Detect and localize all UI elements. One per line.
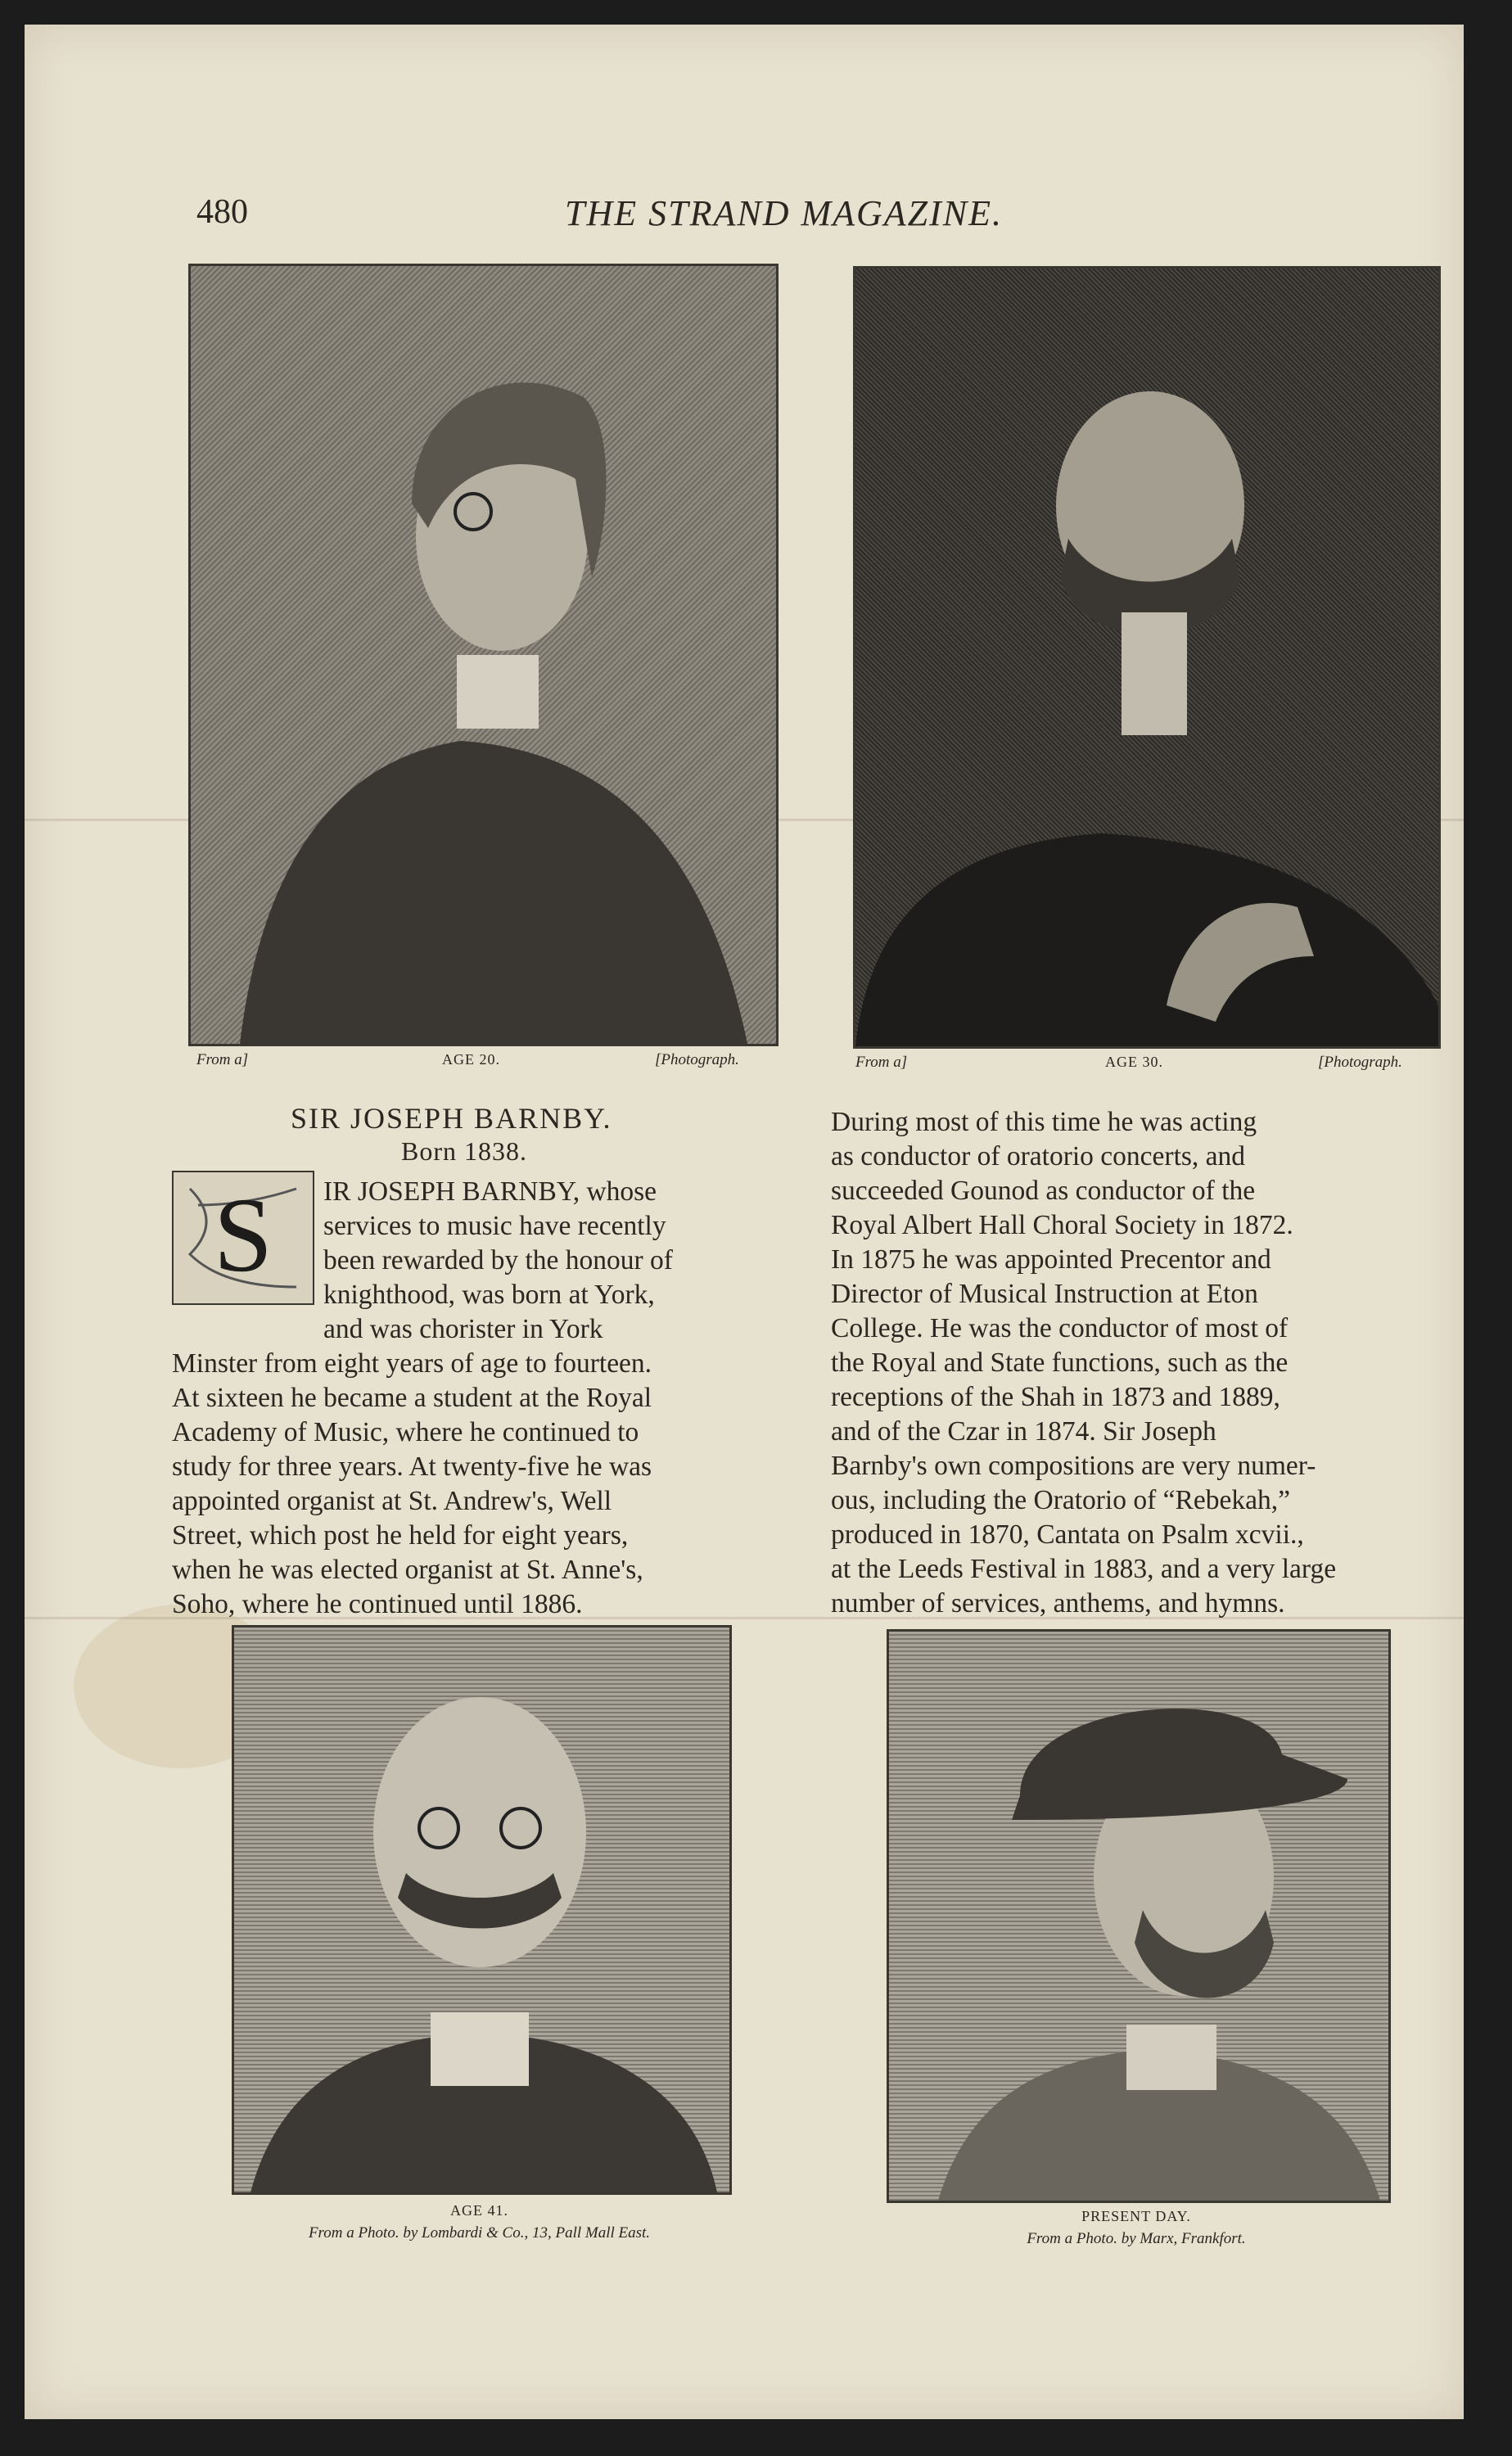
text-line: At sixteen he became a student at the Royal	[172, 1383, 652, 1413]
text-line: at the Leeds Festival in 1883, and a very large	[831, 1554, 1337, 1584]
caption-age: AGE 41.	[450, 2202, 508, 2219]
portrait-present-day	[887, 1629, 1391, 2203]
text-line: Director of Musical Instruction at Eton	[831, 1279, 1258, 1309]
caption-age-30	[855, 1054, 1433, 1075]
portrait-age-20	[188, 264, 779, 1046]
svg-text:S: S	[213, 1176, 273, 1294]
caption-age-41	[232, 2199, 727, 2245]
text-line: Academy of Music, where he continued to	[172, 1417, 639, 1447]
right-column	[831, 1105, 1453, 1621]
text-line: services to music have recently	[323, 1211, 666, 1241]
text-line: IR JOSEPH BARNBY, whose	[323, 1176, 657, 1207]
page-number: 480	[196, 193, 248, 231]
article-title: SIR JOSEPH BARNBY.	[291, 1102, 612, 1135]
text-line: produced in 1870, Cantata on Psalm xcvii.,	[831, 1519, 1304, 1550]
text-line: succeeded Gounod as conductor of the	[831, 1176, 1256, 1206]
caption-source-right: [Photograph.	[1318, 1054, 1402, 1071]
text-line: and was chorister in York	[323, 1314, 603, 1344]
text-line: In 1875 he was appointed Precentor and	[831, 1244, 1271, 1275]
text-line: During most of this time he was acting	[831, 1107, 1257, 1137]
text-line: and of the Czar in 1874. Sir Joseph	[831, 1416, 1216, 1447]
text-line: College. He was the conductor of most of	[831, 1313, 1289, 1343]
text-line: Minster from eight years of age to fourteen.	[172, 1348, 652, 1379]
caption-age: PRESENT DAY.	[1081, 2208, 1191, 2224]
text-line: Street, which post he held for eight years,	[172, 1520, 629, 1551]
text-line: Soho, where he continued until 1886.	[172, 1589, 583, 1619]
page-header	[196, 192, 1113, 250]
left-column-body	[172, 1347, 794, 1622]
text-line: when he was elected organist at St. Anne's,	[172, 1555, 643, 1585]
portrait-age-30	[853, 266, 1441, 1049]
portrait-engraving	[855, 269, 1438, 1046]
portrait-engraving	[191, 266, 776, 1044]
caption-age: AGE 30.	[1105, 1054, 1163, 1070]
drop-cap-s	[172, 1171, 314, 1305]
running-title: THE STRAND MAGAZINE.	[565, 193, 1003, 233]
text-line: study for three years. At twenty-five he was	[172, 1451, 652, 1482]
text-line: been rewarded by the honour of	[323, 1245, 673, 1275]
born-line: Born 1838.	[401, 1136, 527, 1166]
caption-source-right: [Photograph.	[655, 1051, 739, 1068]
text-line: number of services, anthems, and hymns.	[831, 1588, 1285, 1619]
text-line: Barnby's own compositions are very numer-	[831, 1451, 1316, 1481]
text-line: ous, including the Oratorio of “Rebekah,”	[831, 1485, 1290, 1515]
portrait-engraving	[889, 1632, 1388, 2201]
left-column-lead	[323, 1175, 790, 1347]
text-line: knighthood, was born at York,	[323, 1280, 655, 1310]
caption-source: From a Photo. by Lombardi & Co., 13, Pall Mall East.	[308, 2224, 651, 2242]
caption-age: AGE 20.	[442, 1051, 500, 1068]
ornamental-s-icon	[174, 1172, 313, 1303]
text-line: receptions of the Shah in 1873 and 1889,	[831, 1382, 1280, 1412]
caption-source-left: From a]	[196, 1051, 249, 1068]
text-line: as conductor of oratorio concerts, and	[831, 1141, 1246, 1172]
caption-source: From a Photo. by Marx, Frankfort.	[1027, 2230, 1246, 2247]
caption-present-day	[887, 2205, 1386, 2251]
portrait-age-41	[232, 1625, 732, 2195]
portrait-engraving	[234, 1628, 729, 2192]
text-line: the Royal and State functions, such as the	[831, 1348, 1289, 1378]
caption-source-left: From a]	[855, 1054, 908, 1071]
text-line: Royal Albert Hall Choral Society in 1872.	[831, 1210, 1293, 1240]
text-line: appointed organist at St. Andrew's, Well	[172, 1486, 612, 1516]
caption-age-20	[196, 1051, 774, 1072]
